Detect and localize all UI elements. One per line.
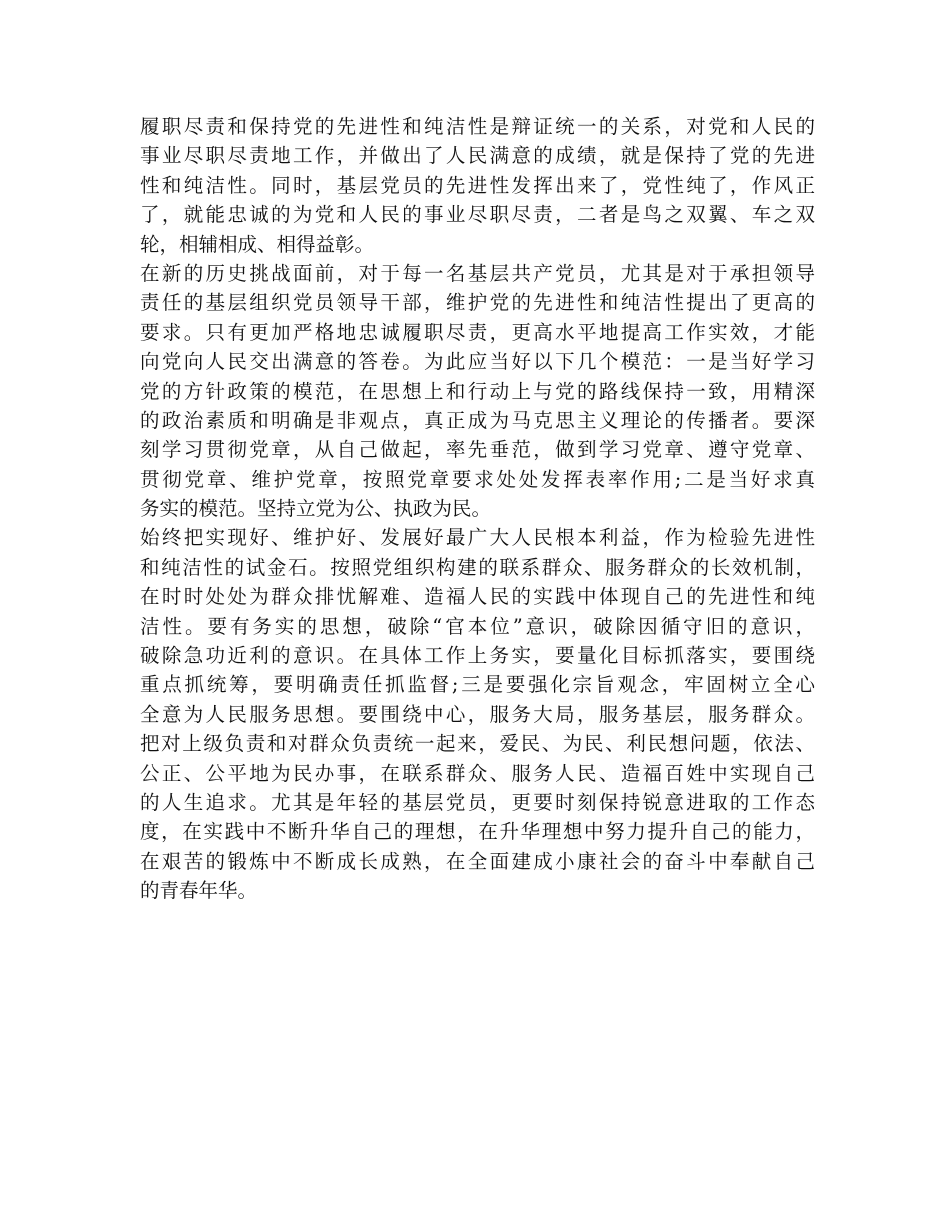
text-line: 刻学习贯彻党章，从自己做起，率先垂范，做到学习党章、遵守党章、 [140,438,815,462]
text-line: 把对上级负责和对群众负责统一起来，爱民、为民、利民想问题，依法、 [140,732,815,756]
text-line: 公正、公平地为民办事，在联系群众、服务人民、造福百姓中实现自己 [140,761,815,785]
text-line: 责任的基层组织党员领导干部，维护党的先进性和纯洁性提出了更高的 [140,291,815,315]
text-line: 和纯洁性的试金石。按照党组织构建的联系群众、服务群众的长效机制， [140,555,815,579]
text-line: 在艰苦的锻炼中不断成长成熟，在全面建成小康社会的奋斗中奉献自己 [140,849,815,873]
text-line: 贯彻党章、维护党章，按照党章要求处处发挥表率作用;二是当好求真 [140,467,815,491]
text-line: 党的方针政策的模范，在思想上和行动上与党的路线保持一致，用精深 [140,379,815,403]
text-line: 的人生追求。尤其是年轻的基层党员，更要时刻保持锐意进取的工作态 [140,790,815,814]
text-line: 了，就能忠诚的为党和人民的事业尽职尽责，二者是鸟之双翼、车之双 [140,203,815,227]
text-line: 始终把实现好、维护好、发展好最广大人民根本利益，作为检验先进性 [140,526,815,550]
document-body [140,112,815,906]
text-line: 全意为人民服务思想。要围绕中心，服务大局，服务基层，服务群众。 [140,702,815,726]
text-line: 的青春年华。 [140,879,258,903]
text-line: 向党向人民交出满意的答卷。为此应当好以下几个模范：一是当好学习 [140,350,815,374]
paragraph-2 [140,259,815,524]
text-line: 要求。只有更加严格地忠诚履职尽责，更高水平地提高工作实效，才能 [140,320,815,344]
text-line: 轮，相辅相成、相得益彰。 [140,232,375,256]
text-line: 在时时处处为群众排忧解难、造福人民的实践中体现自己的先进性和纯 [140,585,815,609]
text-line: 履职尽责和保持党的先进性和纯洁性是辩证统一的关系，对党和人民的 [140,115,815,138]
text-line: 在新的历史挑战面前，对于每一名基层共产党员，尤其是对于承担领导 [140,261,815,285]
paragraph-3 [140,523,815,905]
text-line: 的政治素质和明确是非观点，真正成为马克思主义理论的传播者。要深 [140,408,815,432]
text-line: 重点抓统筹，要明确责任抓监督;三是要强化宗旨观念，牢固树立全心 [140,673,815,697]
text-line: 破除急功近利的意识。在具体工作上务实，要量化目标抓落实，要围绕 [140,644,815,668]
text-line: 洁性。要有务实的思想，破除“官本位”意识，破除因循守旧的意识， [140,614,815,638]
text-line: 务实的模范。坚持立党为公、执政为民。 [140,497,492,521]
text-line: 度，在实践中不断升华自己的理想，在升华理想中努力提升自己的能力， [140,820,815,844]
text-line: 性和纯洁性。同时，基层党员的先进性发挥出来了，党性纯了，作风正 [140,173,815,197]
text-line: 事业尽职尽责地工作，并做出了人民满意的成绩，就是保持了党的先进 [140,144,815,168]
paragraph-1 [140,112,815,259]
